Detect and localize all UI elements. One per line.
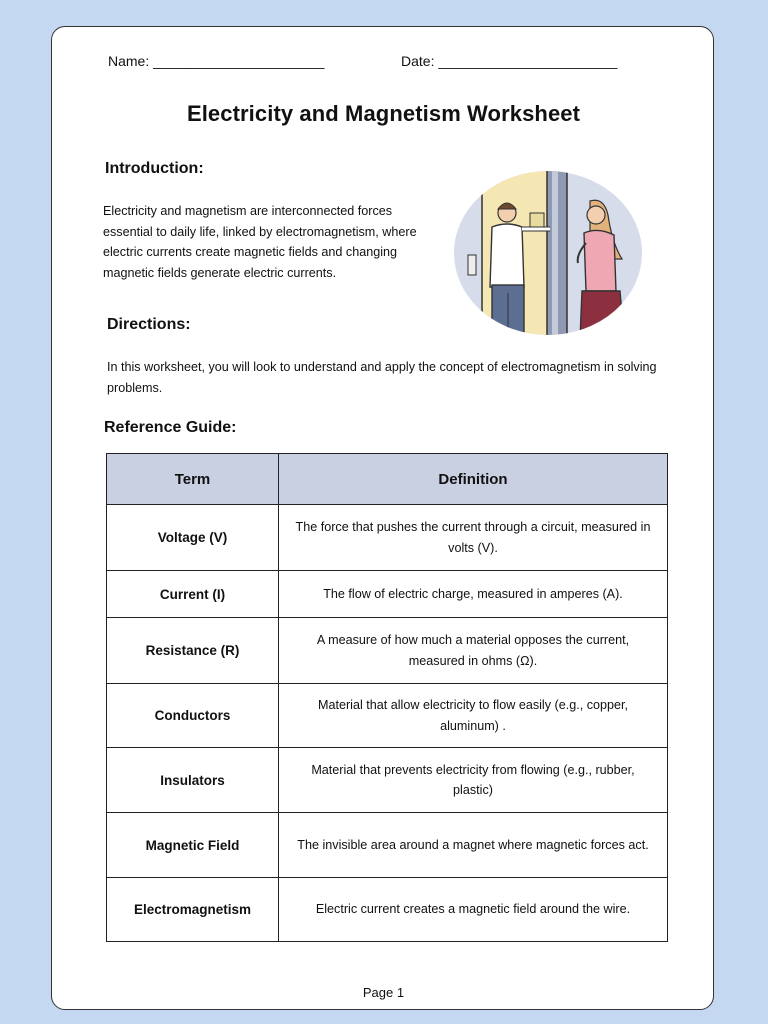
table-row (107, 748, 668, 813)
term-cell: Resistance (R) (107, 618, 279, 684)
term-cell: Voltage (V) (107, 505, 279, 571)
definition-cell: Electric current creates a magnetic field around the wire. (279, 878, 668, 942)
table-row (107, 571, 668, 618)
table-row (107, 813, 668, 878)
column-header-definition: Definition (279, 454, 668, 505)
definition-cell: The invisible area around a magnet where magnetic forces act. (279, 813, 668, 878)
term-cell: Magnetic Field (107, 813, 279, 878)
definition-cell: The force that pushes the current through a circuit, measured in volts (V). (279, 505, 668, 571)
introduction-text: Electricity and magnetism are interconnected forces essential to daily life, linked by electromagnetism, where electric currents create magnetic fields and changing magnetic fields generate electric currents. (103, 204, 417, 280)
name-field: Name: ______________________ (108, 53, 325, 69)
term-cell: Conductors (107, 684, 279, 748)
table-row (107, 618, 668, 684)
column-header-term: Term (107, 454, 279, 505)
table-row (107, 684, 668, 748)
date-field: Date: _______________________ (401, 53, 618, 69)
directions-heading: Directions: (107, 316, 191, 333)
reference-guide-heading: Reference Guide: (104, 419, 237, 436)
term-cell: Current (I) (107, 571, 279, 618)
worksheet-page (51, 26, 714, 1010)
directions-text: In this worksheet, you will look to understand and apply the concept of electromagnetism in solving problems. (107, 360, 657, 395)
table-header-row (107, 454, 668, 505)
definition-cell: A measure of how much a material opposes the current, measured in ohms (Ω). (279, 618, 668, 684)
table-row (107, 878, 668, 942)
introduction-heading: Introduction: (105, 160, 204, 177)
people-at-electrical-panel-illustration (452, 163, 644, 335)
table-row (107, 505, 668, 571)
reference-table (106, 453, 668, 942)
page-number: Page 1 (362, 985, 405, 1000)
term-cell: Insulators (107, 748, 279, 813)
term-cell: Electromagnetism (107, 878, 279, 942)
definition-cell: Material that prevents electricity from flowing (e.g., rubber, plastic) (279, 748, 668, 813)
definition-cell: The flow of electric charge, measured in amperes (A). (279, 571, 668, 618)
definition-cell: Material that allow electricity to flow easily (e.g., copper, aluminum) . (279, 684, 668, 748)
page-title: Electricity and Magnetism Worksheet (186, 101, 581, 126)
